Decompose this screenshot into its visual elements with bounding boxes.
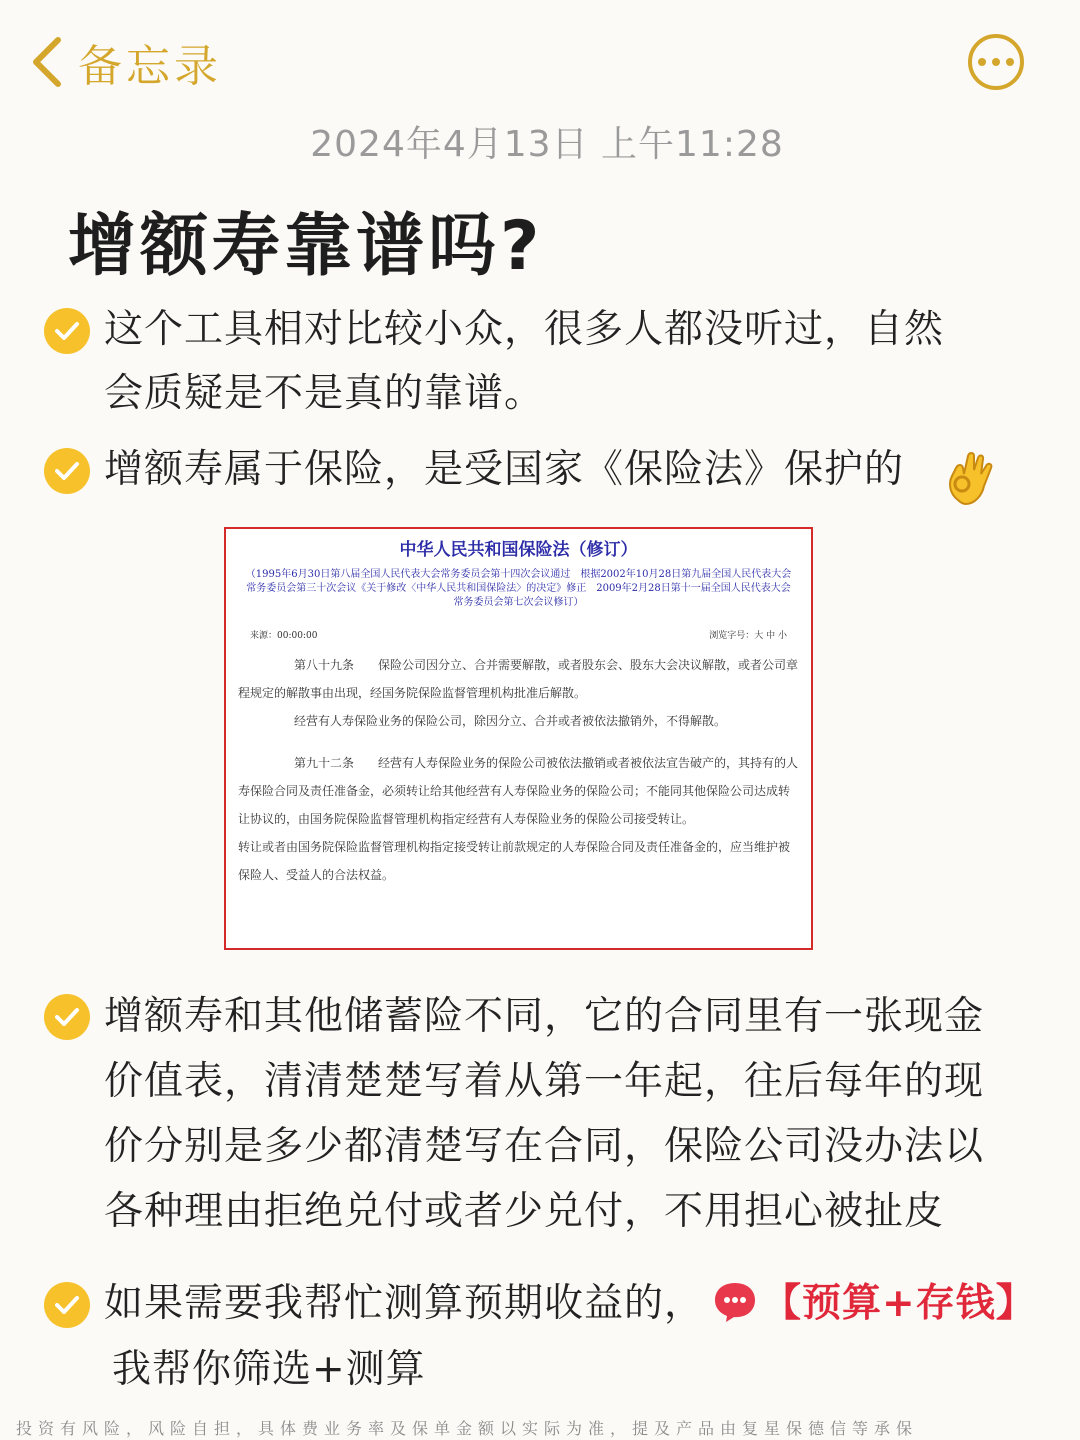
bullet-text (104, 1272, 1036, 1336)
list-item (44, 984, 1004, 1244)
top-bar (0, 0, 1080, 120)
check-icon (44, 448, 90, 494)
list-item (44, 298, 944, 426)
list-item (44, 1272, 1044, 1336)
disclaimer: 投资有风险，风险自担，具体费业务率及保单金额以实际为准，提及产品由复星保德信等承保 (16, 1419, 919, 1438)
bullet-text: 增额寿属于保险，是受国家《保险法》保护的 (104, 447, 905, 492)
bullet-text: 增额寿和其他储蓄险不同，它的合同里有一张现金价值表，清清楚楚写着从第一年起，往后每年的现价分别是多少都清楚写在合同，保险公司没办法以各种理由拒绝兑付或者少兑付，不用担心被扯皮 (104, 994, 985, 1234)
note-timestamp: 2024年4月13日 上午11:28 (310, 124, 784, 165)
chevron-left-icon (30, 36, 64, 88)
law-paragraph: 第九十二条 经营有人寿保险业务的保险公司被依法撤销或者被依法宣告破产的，其持有的人寿保险合同及责任准备金，必须转让给其他经营有人寿保险业务的保险公司；不能同其他保险公司达成转让协议的，由国务院保险监督管理机构指定经营有人寿保险业务的保险公司接受转让。 (238, 756, 799, 826)
back-button[interactable] (30, 30, 222, 94)
more-icon-dot (992, 58, 1000, 66)
law-subtitle: （1995年6月30日第八届全国人民代表大会常务委员会第十四次会议通过 根据2002年10月28日第九届全国人民代表大会常务委员会第三十次会议《关于修改〈中华人民共和国保险法〉的决定》修正 2009年2月28日第十一届全国人民代表大会常务委员会第七次会议修订） (245, 569, 792, 608)
ok-hand-emoji-icon (944, 448, 996, 506)
note-title: 增额寿靠谱吗? (68, 207, 544, 286)
check-icon (44, 994, 90, 1040)
law-paragraph: 转让或者由国务院保险监督管理机构指定接受转让前款规定的人寿保险合同及责任准备金的，应当维护被保险人、受益人的合法权益。 (238, 840, 791, 882)
bullet-text-before: 如果需要我帮忙测算预期收益的， (104, 1281, 705, 1326)
law-title: 中华人民共和国保险法（修订） (399, 540, 638, 560)
back-label: 备忘录 (78, 41, 222, 92)
law-paragraph: 第八十九条 保险公司因分立、合并需要解散，或者股东会、股东大会决议解散，或者公司章程规定的解散事由出现，经国务院保险监督管理机构批准后解散。 (238, 658, 799, 700)
list-item (44, 438, 1004, 502)
highlight-keyword: 【预算+存钱】 (762, 1281, 1036, 1326)
bullet-text-after: 我帮你筛选+测算 (112, 1347, 426, 1392)
check-icon (44, 308, 90, 354)
law-paragraph: 经营有人寿保险业务的保险公司，除因分立、合并或者被依法撤销外，不得解散。 (294, 714, 727, 728)
bullet-text: 这个工具相对比较小众，很多人都没听过，自然会质疑是不是真的靠谱。 (104, 307, 945, 416)
law-document-image (224, 527, 813, 950)
check-icon (44, 1282, 90, 1328)
more-icon-dot (1006, 58, 1014, 66)
speech-bubble-icon (712, 1280, 758, 1324)
law-font-size-label: 浏览字号：大 中 小 (709, 631, 787, 641)
more-options-button[interactable] (968, 34, 1024, 90)
more-icon (978, 58, 986, 66)
law-meta (238, 628, 799, 641)
law-source: 来源：00:00:00 (250, 631, 318, 641)
